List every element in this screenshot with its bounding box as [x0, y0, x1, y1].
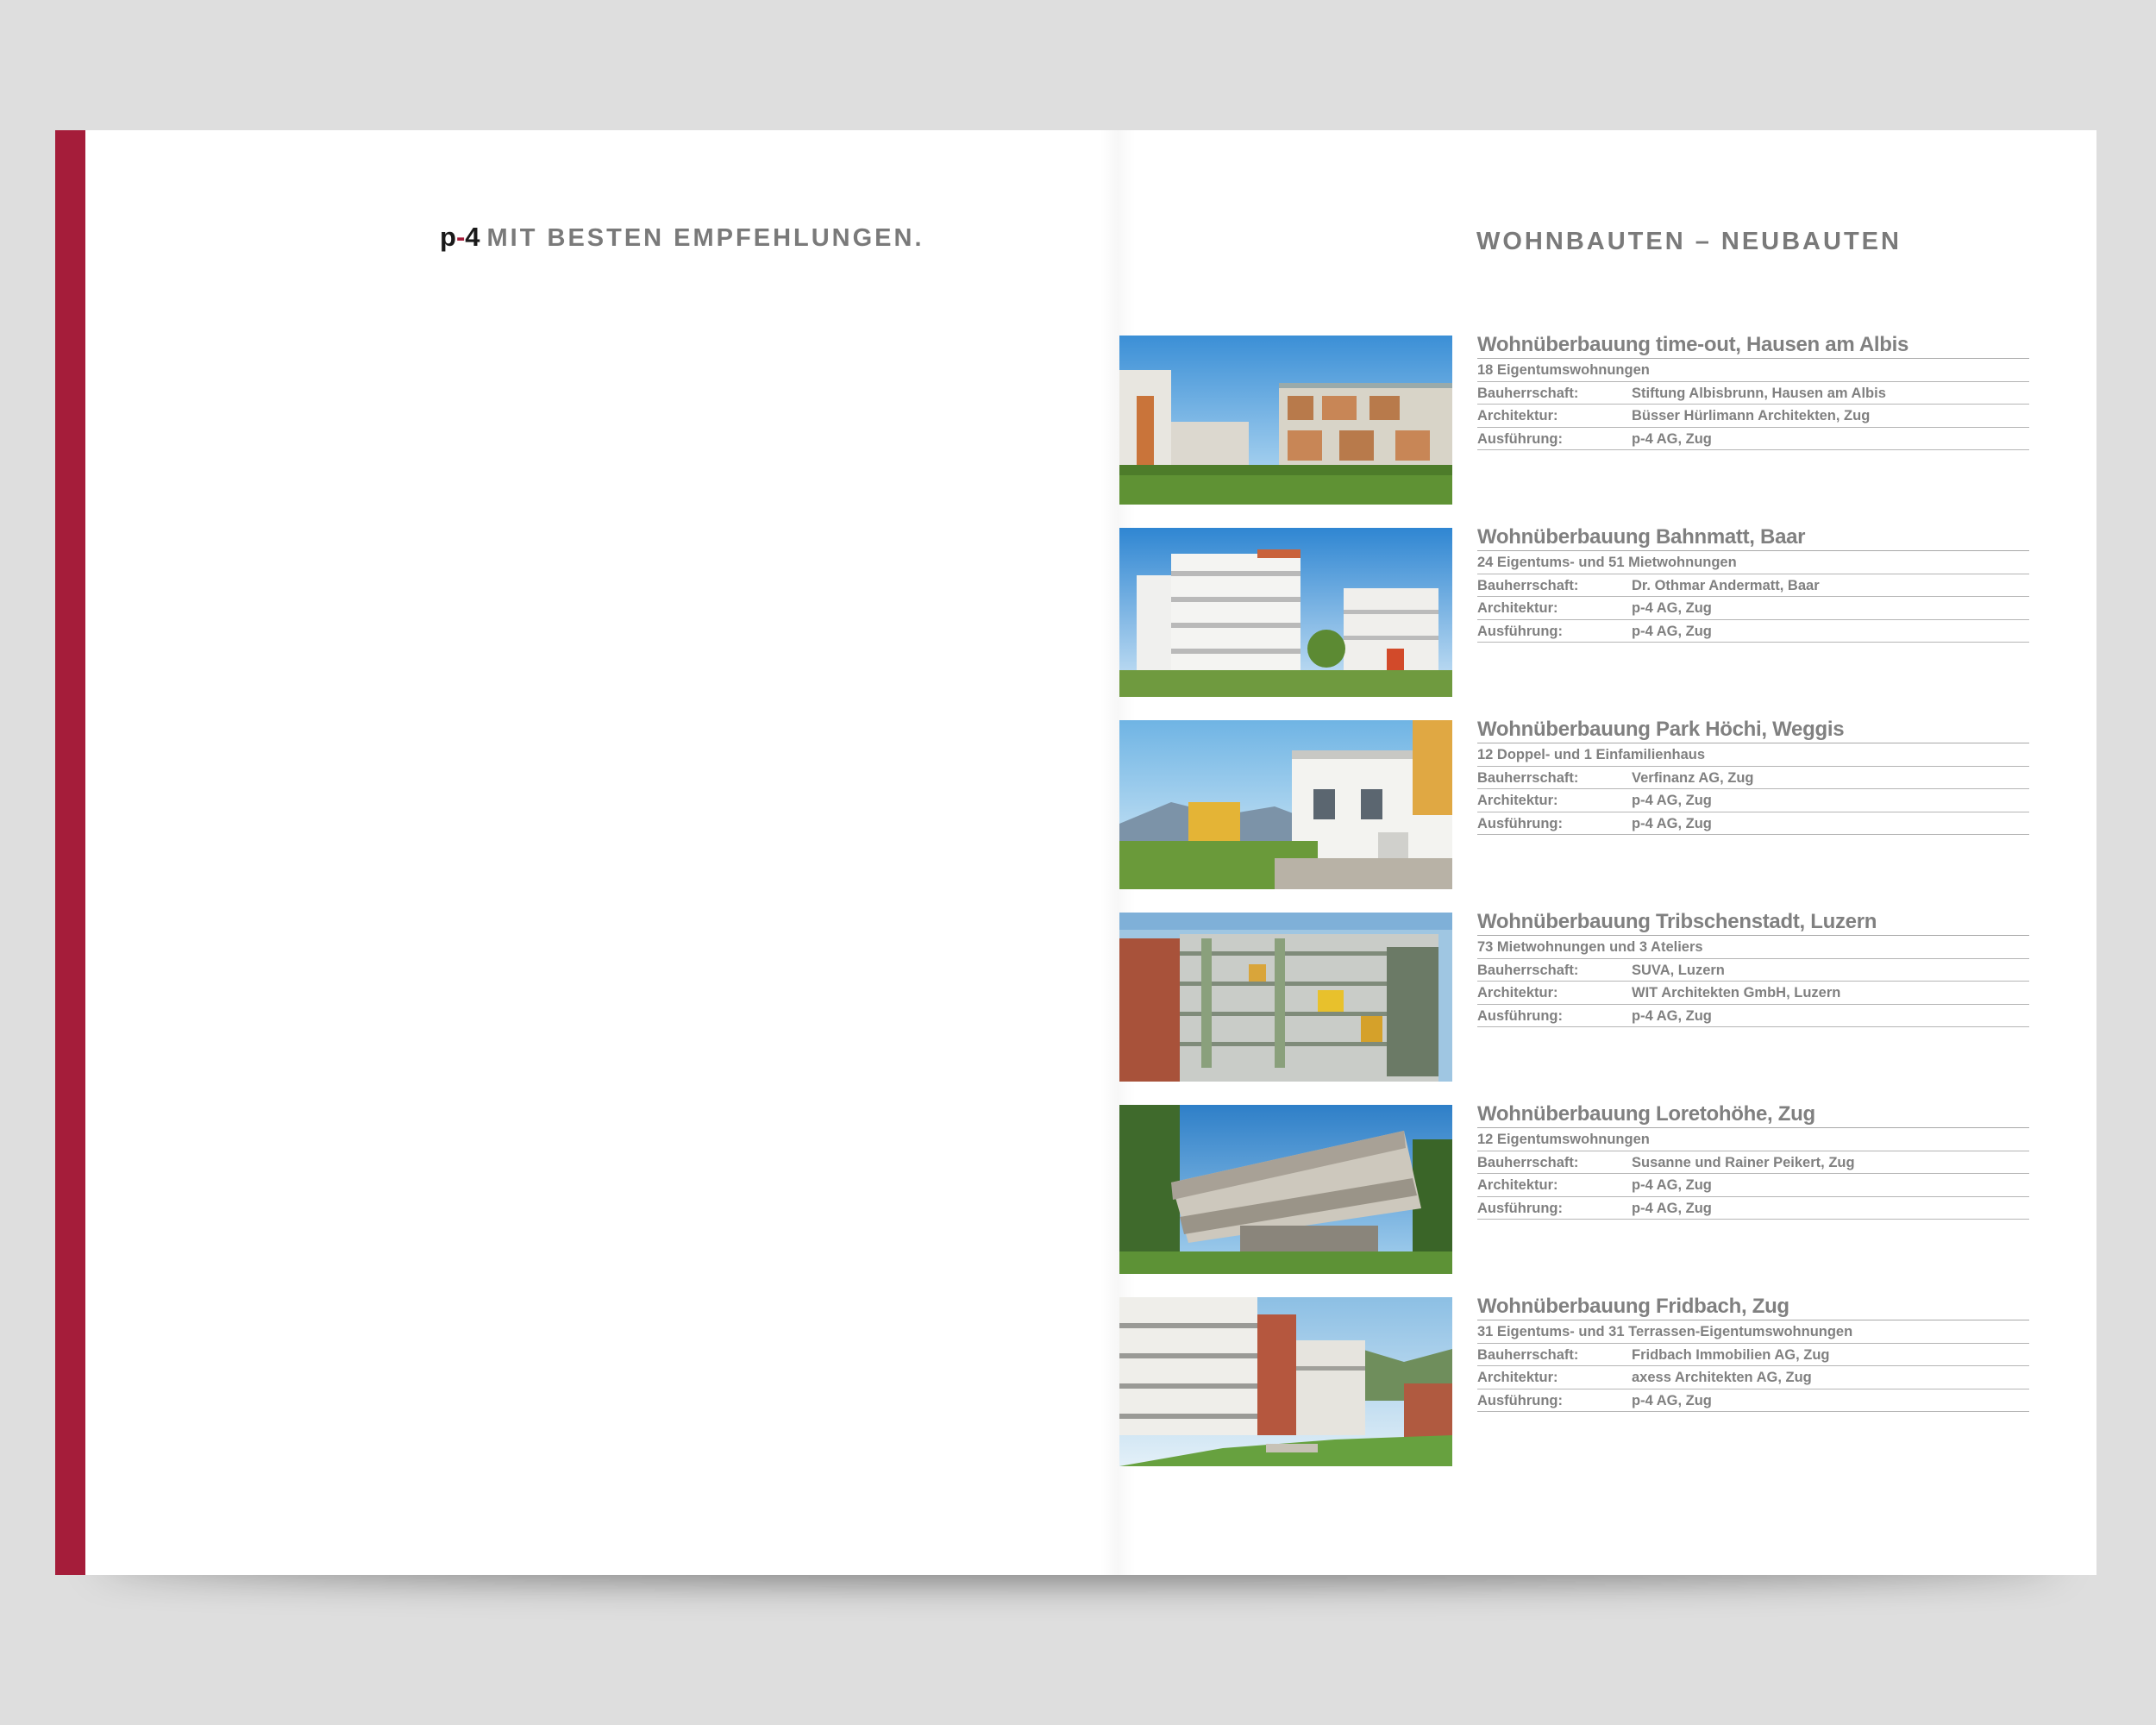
project-entry	[1119, 525, 2034, 720]
project-info	[1477, 1294, 2029, 1412]
client-label: Bauherrschaft:	[1477, 962, 1579, 978]
client-value: SUVA, Luzern	[1632, 962, 1725, 978]
project-title: Wohnüberbauung Loretohöhe, Zug	[1477, 1101, 2029, 1128]
execution-label: Ausführung:	[1477, 1007, 1563, 1024]
client-value: Fridbach Immobilien AG, Zug	[1632, 1346, 1830, 1363]
execution-row	[1477, 428, 2029, 451]
project-units: 73 Mietwohnungen und 3 Ateliers	[1477, 936, 2029, 959]
architecture-row	[1477, 1366, 2029, 1389]
logo-number: 4	[465, 222, 480, 252]
project-photo-time-out	[1119, 336, 1452, 505]
architecture-label: Architektur:	[1477, 985, 1558, 1000]
execution-value: p-4 AG, Zug	[1632, 430, 1712, 447]
project-title: Wohnüberbauung Tribschenstadt, Luzern	[1477, 909, 2029, 936]
execution-label: Ausführung:	[1477, 430, 1563, 447]
execution-row	[1477, 1197, 2029, 1220]
architecture-label: Architektur:	[1477, 600, 1558, 616]
architecture-label: Architektur:	[1477, 1370, 1558, 1385]
architecture-row	[1477, 1174, 2029, 1197]
red-spine	[55, 130, 85, 1575]
client-value: Dr. Othmar Andermatt, Baar	[1632, 577, 1820, 593]
client-row	[1477, 574, 2029, 598]
project-photo-fridbach	[1119, 1297, 1452, 1466]
project-units: 31 Eigentums- und 31 Terrassen-Eigentumswohnungen	[1477, 1320, 2029, 1344]
logo-p: p	[440, 222, 456, 252]
execution-value: p-4 AG, Zug	[1632, 815, 1712, 831]
project-title: Wohnüberbauung Bahnmatt, Baar	[1477, 524, 2029, 551]
right-page-title: WOHNBAUTEN – NEUBAUTEN	[1476, 228, 1902, 255]
project-photo-park-hoechi	[1119, 720, 1452, 889]
logo-dash: -	[455, 222, 466, 252]
client-row	[1477, 382, 2029, 405]
architecture-row	[1477, 982, 2029, 1005]
left-page-title: MIT BESTEN EMPFEHLUNGEN.	[486, 224, 924, 252]
project-entry	[1119, 1297, 2034, 1490]
project-title: Wohnüberbauung time-out, Hausen am Albis	[1477, 332, 2029, 359]
project-info	[1477, 332, 2029, 450]
project-units: 12 Eigentumswohnungen	[1477, 1128, 2029, 1151]
project-title: Wohnüberbauung Park Höchi, Weggis	[1477, 717, 2029, 743]
client-label: Bauherrschaft:	[1477, 769, 1579, 786]
client-label: Bauherrschaft:	[1477, 385, 1579, 401]
architecture-value: p-4 AG, Zug	[1632, 793, 1712, 808]
project-info	[1477, 717, 2029, 835]
execution-label: Ausführung:	[1477, 1392, 1563, 1408]
architecture-label: Architektur:	[1477, 793, 1558, 808]
execution-label: Ausführung:	[1477, 1200, 1563, 1216]
architecture-value: p-4 AG, Zug	[1632, 600, 1712, 616]
execution-row	[1477, 1005, 2029, 1028]
project-units: 12 Doppel- und 1 Einfamilienhaus	[1477, 743, 2029, 767]
project-info	[1477, 524, 2029, 643]
project-photo-bahnmatt	[1119, 528, 1452, 697]
project-units: 18 Eigentumswohnungen	[1477, 359, 2029, 382]
client-label: Bauherrschaft:	[1477, 1346, 1579, 1363]
project-entry	[1119, 910, 2034, 1105]
client-row	[1477, 1344, 2029, 1367]
execution-row	[1477, 620, 2029, 643]
architecture-row	[1477, 597, 2029, 620]
project-photo-tribschenstadt	[1119, 913, 1452, 1082]
client-label: Bauherrschaft:	[1477, 1154, 1579, 1170]
execution-value: p-4 AG, Zug	[1632, 1200, 1712, 1216]
execution-row	[1477, 1389, 2029, 1413]
architecture-label: Architektur:	[1477, 1177, 1558, 1193]
left-page-header	[440, 222, 924, 253]
architecture-value: Büsser Hürlimann Architekten, Zug	[1632, 408, 1871, 423]
execution-value: p-4 AG, Zug	[1632, 1007, 1712, 1024]
architecture-row	[1477, 405, 2029, 428]
p4-logo	[440, 222, 480, 252]
project-photo-loretohoehe	[1119, 1105, 1452, 1274]
client-row	[1477, 959, 2029, 982]
execution-label: Ausführung:	[1477, 623, 1563, 639]
project-list	[1119, 333, 2034, 1490]
project-units: 24 Eigentums- und 51 Mietwohnungen	[1477, 551, 2029, 574]
project-entry	[1119, 720, 2034, 913]
client-row	[1477, 1151, 2029, 1175]
architecture-label: Architektur:	[1477, 408, 1558, 423]
project-title: Wohnüberbauung Fridbach, Zug	[1477, 1294, 2029, 1320]
client-value: Verfinanz AG, Zug	[1632, 769, 1754, 786]
architecture-value: WIT Architekten GmbH, Luzern	[1632, 985, 1841, 1000]
brochure-spread	[55, 130, 2096, 1575]
execution-value: p-4 AG, Zug	[1632, 1392, 1712, 1408]
architecture-value: p-4 AG, Zug	[1632, 1177, 1712, 1193]
project-entry	[1119, 333, 2034, 528]
project-info	[1477, 1101, 2029, 1220]
client-label: Bauherrschaft:	[1477, 577, 1579, 593]
execution-label: Ausführung:	[1477, 815, 1563, 831]
client-value: Susanne und Rainer Peikert, Zug	[1632, 1154, 1855, 1170]
client-value: Stiftung Albisbrunn, Hausen am Albis	[1632, 385, 1886, 401]
execution-row	[1477, 812, 2029, 836]
architecture-value: axess Architekten AG, Zug	[1632, 1370, 1812, 1385]
architecture-row	[1477, 789, 2029, 812]
project-info	[1477, 909, 2029, 1027]
client-row	[1477, 767, 2029, 790]
project-entry	[1119, 1102, 2034, 1297]
execution-value: p-4 AG, Zug	[1632, 623, 1712, 639]
